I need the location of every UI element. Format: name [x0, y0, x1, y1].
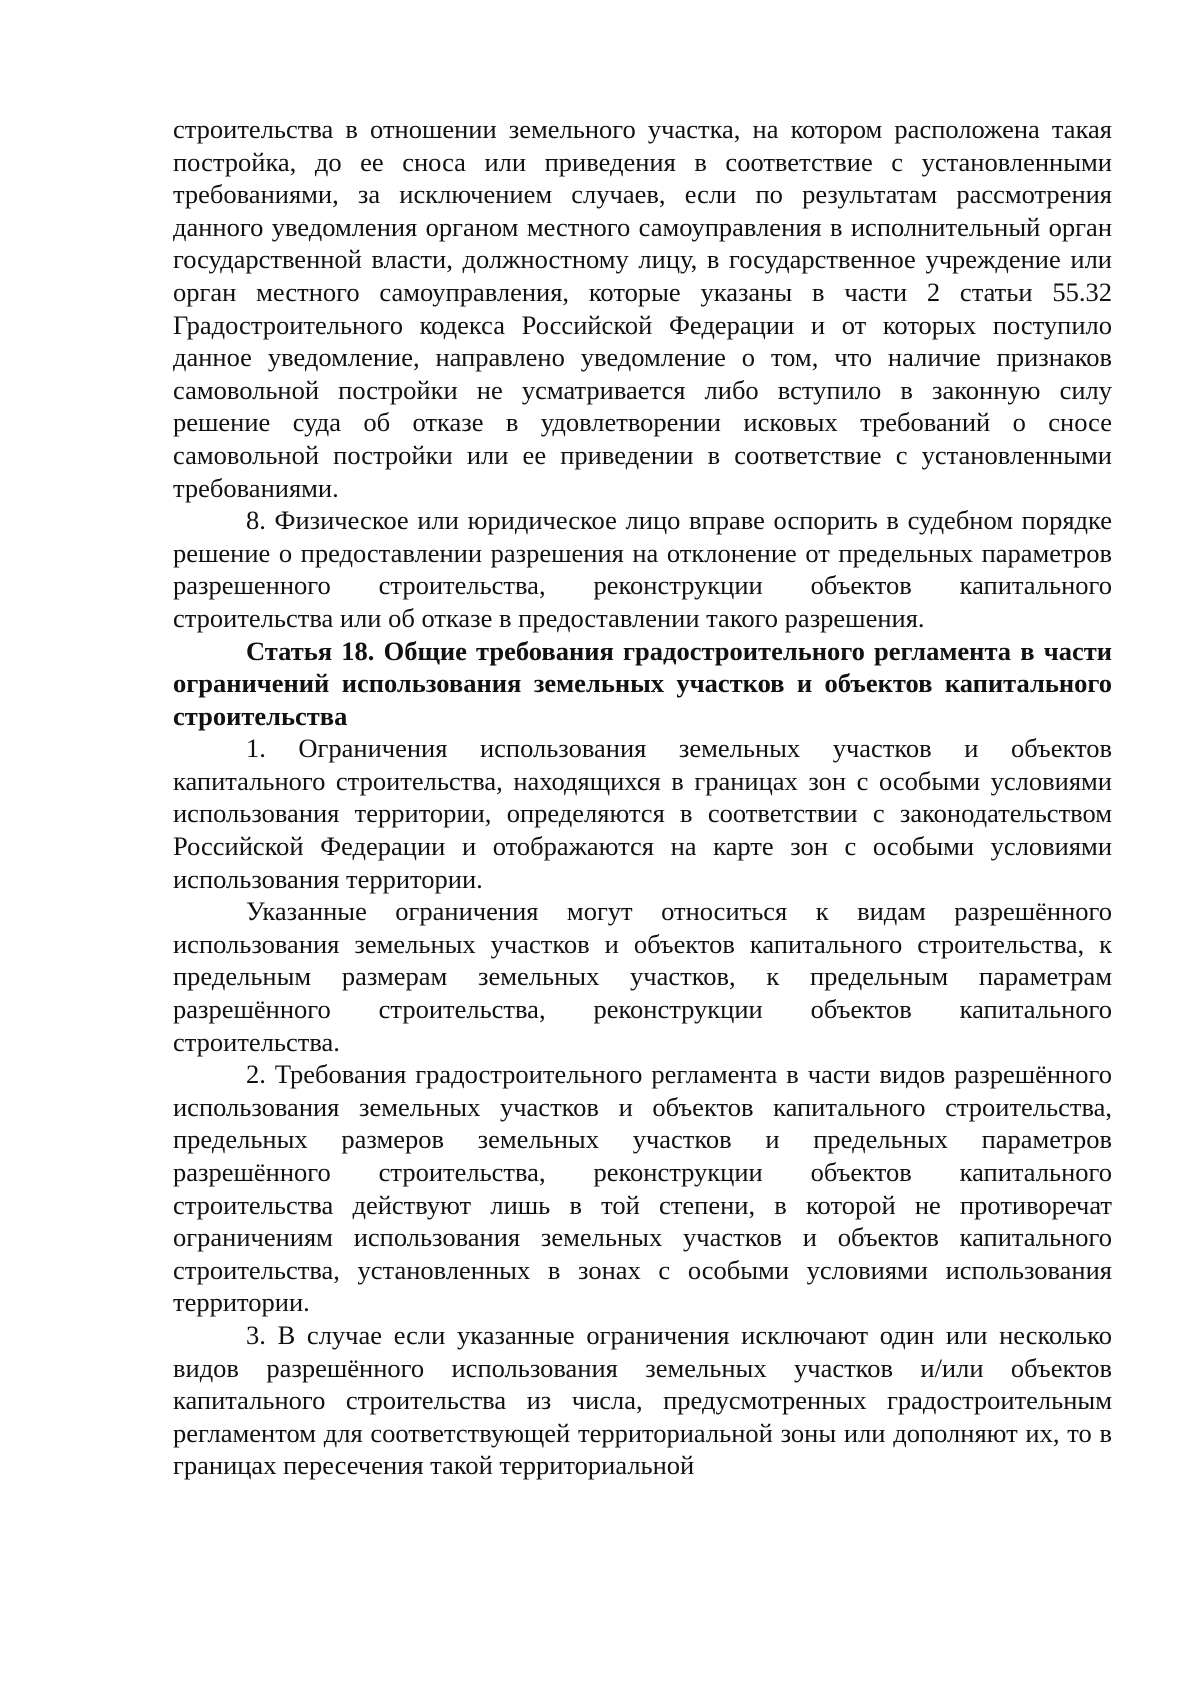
paragraph-item-8: 8. Физическое или юридическое лицо вправе оспорить в судебном порядке решение о предоставлении разрешения на отклонение от предельных параметров разрешенного строительства, реконструкции объектов капитального строительства или об отказе в предоставлении такого разрешения. — [173, 505, 1112, 633]
paragraph-continuation: строительства в отношении земельного участка, на котором расположена такая постройка, до ее сноса или приведения в соответствие с установленными требованиями, за исключением случаев, если по результатам рассмотрения данного уведомления органом местного самоуправления в исполнительный орган государственной власти, должностному лицу, в государственное учреждение или орган местного самоуправления, которые указаны в части 2 статьи 55.32 Градостроительного кодекса Российской Федерации и от которых поступило данное уведомление, направлено уведомление о том, что наличие признаков самовольной постройки не усматривается либо вступило в законную силу решение суда об отказе в удовлетворении исковых требований о сносе самовольной постройки или ее приведении в соответствие с установленными требованиями. — [173, 114, 1112, 503]
paragraph-item-3: 3. В случае если указанные ограничения исключают один или несколько видов разрешённого использования земельных участков и/или объектов капитального строительства из числа, предусмотренных градостроительным регламентом для соответствующей территориальной зоны или дополняют их, то в границах пересечения такой территориальной — [173, 1319, 1112, 1481]
paragraph-item-1: 1. Ограничения использования земельных участков и объектов капитального строительства, находящихся в границах зон с особыми условиями использования территории, определяются в соответствии с законодательством Российской Федерации и отображаются на карте зон с особыми условиями использования территории. — [173, 733, 1112, 894]
document-body — [173, 113, 1112, 1482]
paragraph-item-1-continued: Указанные ограничения могут относиться к видам разрешённого использования земельных участков и объектов капитального строительства, к предельным размерам земельных участков, к предельным параметрам разрешённого строительства, реконструкции объектов капитального строительства. — [173, 896, 1112, 1057]
article-18-heading: Статья 18. Общие требования градостроительного регламента в части ограничений использования земельных участков и объектов капитального строительства — [173, 635, 1112, 731]
paragraph-item-2: 2. Требования градостроительного регламента в части видов разрешённого использования земельных участков и объектов капитального строительства, предельных размеров земельных участков и предельных параметров разрешённого строительства, реконструкции объектов капитального строительства действуют лишь в той степени, в которой не противоречат ограничениям использования земельных участков и объектов капитального строительства, установленных в зонах с особыми условиями использования территории. — [173, 1059, 1112, 1318]
